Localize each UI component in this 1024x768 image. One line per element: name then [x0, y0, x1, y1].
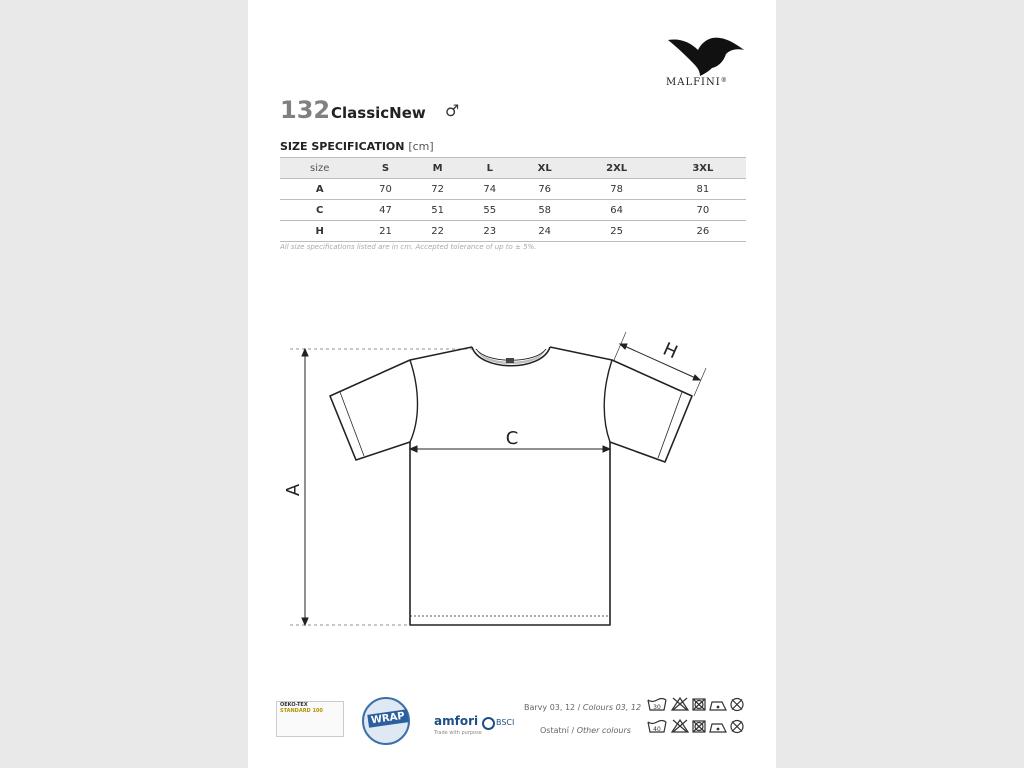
registered-mark: ®: [720, 77, 728, 84]
gender-icon: ♂: [445, 101, 460, 120]
brand-wordmark: [666, 77, 776, 88]
table-row: [280, 179, 746, 200]
wrap-label: WRAP: [367, 709, 408, 727]
table-cell: 24: [516, 221, 574, 242]
bsci-label: BSCI: [496, 718, 515, 727]
amfori-logo: amfori: [434, 714, 479, 728]
size-table-header: [280, 158, 746, 179]
colours-cz: Barvy 03, 12 /: [524, 703, 583, 712]
size-table: [280, 157, 746, 242]
column-header: 2XL: [574, 158, 660, 179]
oeko-tex-badge: [276, 701, 344, 737]
table-cell: 72: [412, 179, 464, 200]
table-cell: 21: [359, 221, 411, 242]
care-symbols: [646, 694, 750, 738]
other-colours-line: [540, 726, 631, 735]
table-cell: 78: [574, 179, 660, 200]
wash-temp-30: 30: [653, 704, 661, 711]
neck-label: [506, 358, 514, 363]
label-h: H: [659, 338, 681, 364]
product-code: 132: [280, 96, 331, 124]
column-header: 3XL: [660, 158, 746, 179]
column-header: L: [464, 158, 516, 179]
table-cell: 25: [574, 221, 660, 242]
table-cell: 58: [516, 200, 574, 221]
label-c: C: [505, 428, 519, 449]
oeko-standard: STANDARD 100: [280, 708, 323, 714]
table-cell: 26: [660, 221, 746, 242]
bsci-ring-icon: [482, 717, 495, 730]
measure-line-h: [620, 344, 700, 380]
spec-heading: [280, 140, 434, 153]
eagle-logo-icon: [666, 28, 746, 78]
column-header: S: [359, 158, 411, 179]
table-cell: 76: [516, 179, 574, 200]
table-cell: 64: [574, 200, 660, 221]
tolerance-note: All size specifications listed are in cm. Accepted tolerance of up to ± 5%.: [280, 243, 537, 251]
others-en: Other colours: [576, 726, 631, 735]
table-row: [280, 221, 746, 242]
amfori-subtitle: Trade with purpose: [434, 730, 482, 736]
oeko-brand: OEKO-TEX: [280, 702, 308, 708]
table-cell: 70: [660, 200, 746, 221]
table-cell: 55: [464, 200, 516, 221]
table-cell: 47: [359, 200, 411, 221]
brand-name: MALFINI: [666, 77, 721, 88]
product-name: ClassicNew: [331, 104, 426, 122]
table-cell: 51: [412, 200, 464, 221]
spec-title: SIZE SPECIFICATION: [280, 140, 405, 153]
row-label: H: [280, 221, 359, 242]
wrap-badge: [362, 697, 410, 745]
tshirt-outline: [330, 347, 692, 625]
table-cell: 22: [412, 221, 464, 242]
table-cell: 70: [359, 179, 411, 200]
wash-temp-40: 40: [653, 726, 661, 733]
tshirt-diagram: [280, 320, 720, 640]
row-label: A: [280, 179, 359, 200]
row-label: C: [280, 200, 359, 221]
table-cell: 81: [660, 179, 746, 200]
spec-unit: [cm]: [408, 140, 434, 153]
column-header: XL: [516, 158, 574, 179]
table-row: [280, 200, 746, 221]
column-header: size: [280, 158, 359, 179]
label-a: A: [283, 483, 304, 497]
table-cell: 23: [464, 221, 516, 242]
column-header: M: [412, 158, 464, 179]
colours-en: Colours 03, 12: [582, 703, 642, 712]
others-cz: Ostatní /: [540, 726, 577, 735]
table-cell: 74: [464, 179, 516, 200]
colours-line: [524, 703, 641, 712]
